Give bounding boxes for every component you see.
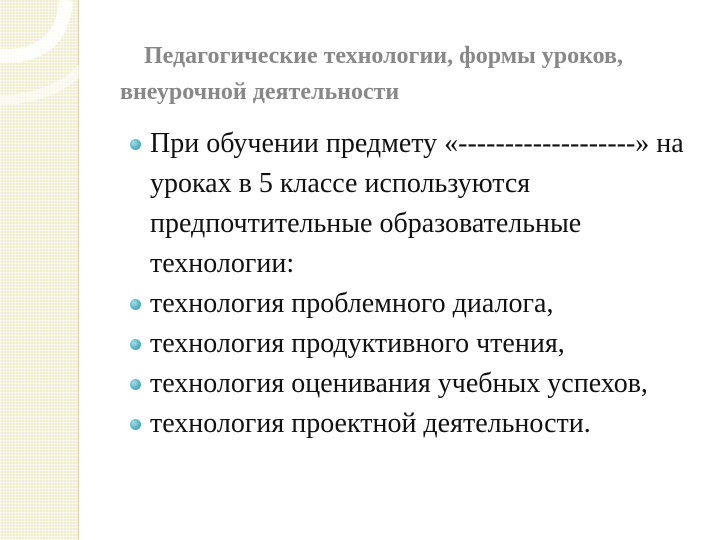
- circle-bullet-icon: [130, 419, 141, 430]
- bullet-item-intro: [130, 124, 700, 284]
- bullet-item-project-activity: [130, 404, 700, 444]
- bullet-item-productive-reading: [130, 324, 700, 364]
- bullet-text: технология проблемного диалога,: [150, 288, 554, 319]
- bullet-text: При обучении предмету «-------------------» на уроках в 5 классе используются предпочтительные образовательные технологии:: [150, 128, 684, 279]
- bullet-list: [130, 124, 700, 444]
- bullet-item-problem-dialogue: [130, 284, 700, 324]
- slide-title: Педагогические технологии, формы уроков, внеурочной деятельности: [120, 43, 624, 105]
- circle-bullet-icon: [130, 139, 141, 150]
- bullet-text: технология продуктивного чтения,: [150, 328, 565, 359]
- bullet-text: технология оценивания учебных успехов,: [150, 368, 648, 399]
- circle-bullet-icon: [130, 379, 141, 390]
- circle-bullet-icon: [130, 339, 141, 350]
- bullet-text: технология проектной деятельности.: [150, 408, 591, 439]
- bullet-item-assessment: [130, 364, 700, 404]
- circle-bullet-icon: [130, 299, 141, 310]
